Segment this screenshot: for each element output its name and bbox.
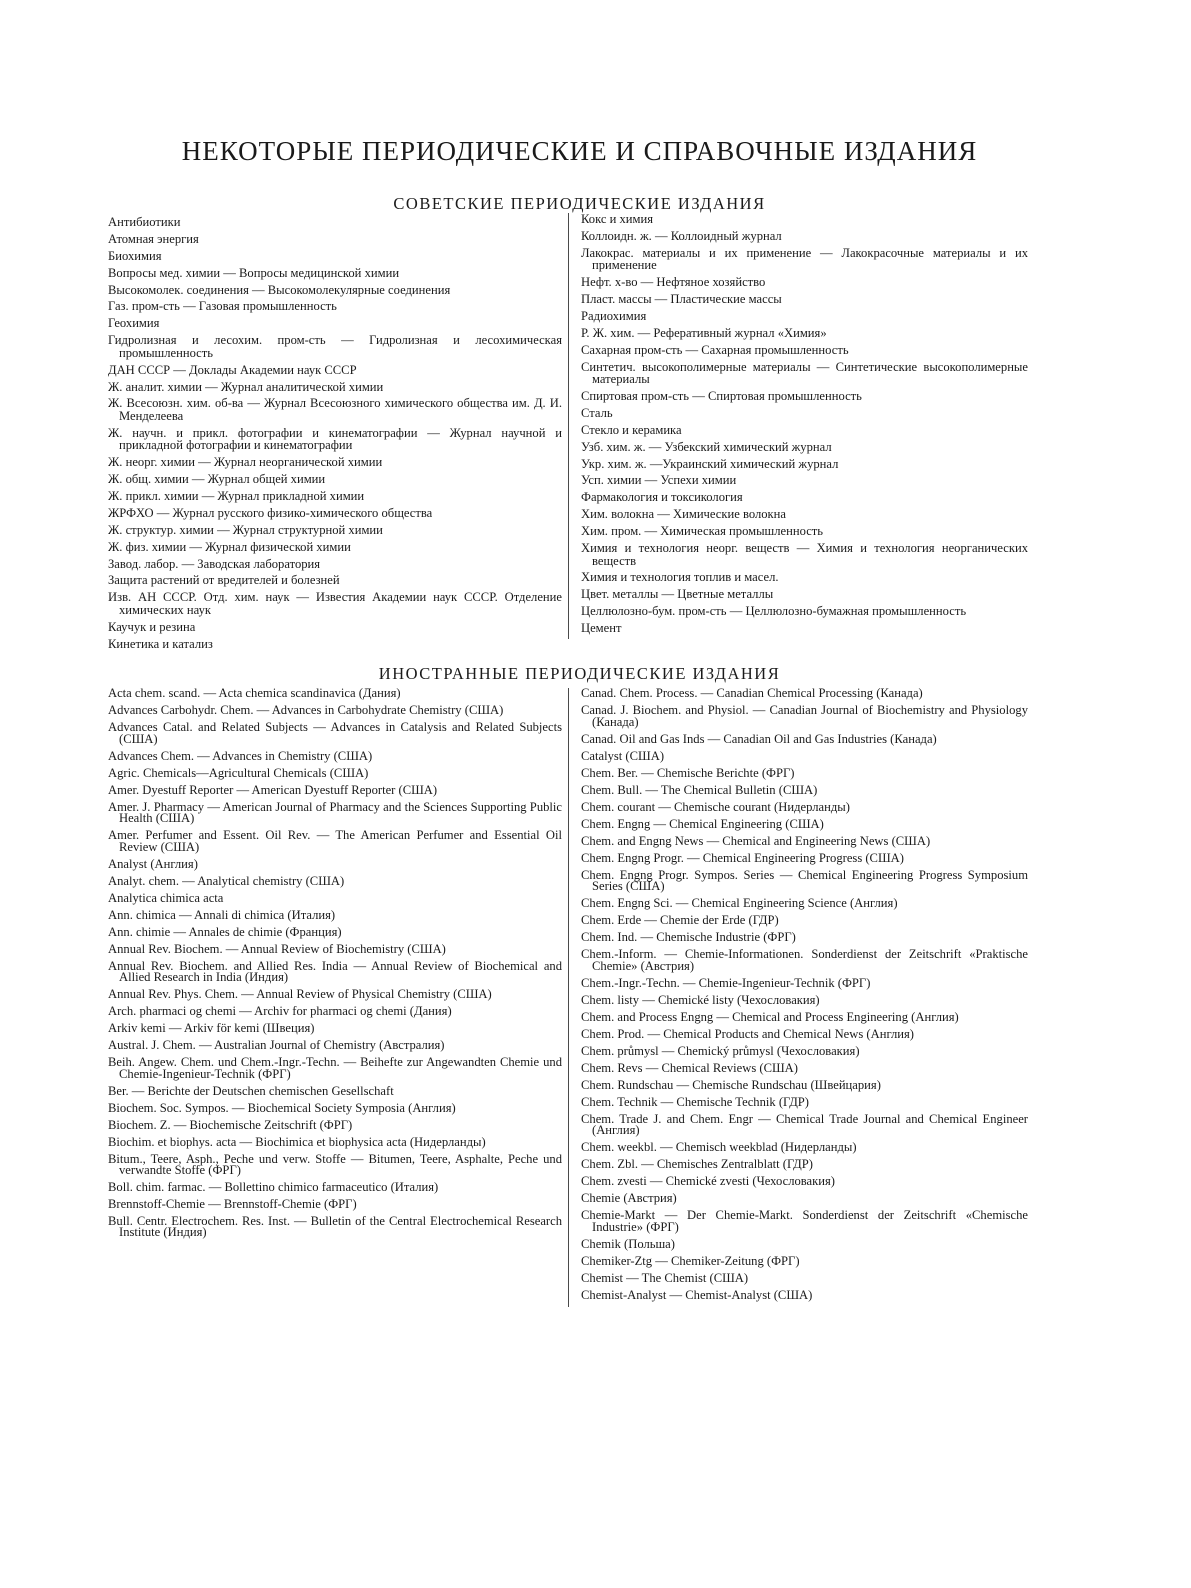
- list-item: Chem. Trade J. and Chem. Engr — Chemical Trade Journal and Chemical Engineer (Англия): [581, 1111, 1028, 1138]
- list-item: Arch. pharmaci og chemi — Archiv for pharmaci og chemi (Дания): [108, 1004, 452, 1019]
- list-item: Р. Ж. хим. — Реферативный журнал «Химия»: [581, 325, 827, 340]
- list-item: Boll. chim. farmac. — Bollettino chimico farmaceutico (Италия): [108, 1179, 439, 1194]
- list-item: Антибиотики: [108, 215, 181, 229]
- list-item: Кокс и химия: [581, 212, 654, 226]
- list-item: Canad. J. Biochem. and Physiol. — Canadian Journal of Biochemistry and Physiology (Канада): [581, 703, 1028, 729]
- list-item: Arkiv kemi — Arkiv för kemi (Швеция): [108, 1021, 315, 1036]
- list-item: Ж. неорг. химии — Журнал неорганической химии: [108, 455, 383, 470]
- list-item: Analyst (Англия): [108, 856, 198, 871]
- soviet-left-column: [108, 216, 568, 654]
- list-item: Защита растений от вредителей и болезней: [108, 573, 340, 588]
- list-item: Chem. Zbl. — Chemisches Zentralblatt (ГДР): [581, 1157, 813, 1172]
- list-item: Chem. zvesti — Chemické zvesti (Чехословакия): [581, 1174, 835, 1189]
- list-item: Annual Rev. Biochem. — Annual Review of Biochemistry (США): [108, 941, 446, 956]
- list-item: Chem. průmysl — Chemický průmysl (Чехословакия): [581, 1043, 860, 1058]
- foreign-list: [108, 688, 1051, 1306]
- list-item: Analytica chimica acta: [108, 890, 224, 905]
- list-item: Advances Catal. and Related Subjects — Advances in Catalysis and Related Subjects (США): [108, 720, 562, 746]
- list-item: Ann. chimica — Annali di chimica (Италия): [108, 907, 336, 922]
- list-item: Нефт. х-во — Нефтяное хозяйство: [581, 275, 766, 290]
- list-item: Каучук и резина: [108, 619, 196, 634]
- list-item: Chemiker-Ztg — Chemiker-Zeitung (ФРГ): [581, 1253, 800, 1268]
- list-item: Лакокрас. материалы и их применение — Лакокрасочные материалы и их применение: [581, 245, 1028, 273]
- list-item: Advances Carbohydr. Chem. — Advances in Carbohydrate Chemistry (США): [108, 703, 504, 718]
- list-item: Ж. физ. химии — Журнал физической химии: [108, 539, 351, 554]
- list-item: Canad. Chem. Process. — Canadian Chemical Processing (Канада): [581, 686, 923, 701]
- foreign-right-column: [568, 688, 1028, 1306]
- list-item: Биохимия: [108, 248, 162, 263]
- list-item: Кинетика и катализ: [108, 636, 213, 651]
- list-item: Analyt. chem. — Analytical chemistry (США): [108, 873, 345, 888]
- list-item: Коллоидн. ж. — Коллоидный журнал: [581, 228, 782, 243]
- list-item: Chem. Rundschau — Chemische Rundschau (Швейцария): [581, 1077, 881, 1092]
- list-item: Chem. Technik — Chemische Technik (ГДР): [581, 1094, 809, 1109]
- list-item: ЖРФХО — Журнал русского физико-химического общества: [108, 505, 433, 520]
- list-item: Ж. структур. химии — Журнал структурной химии: [108, 522, 383, 537]
- list-item: Chem. and Process Engng — Chemical and Process Engineering (Англия): [581, 1009, 959, 1024]
- list-item: Annual Rev. Biochem. and Allied Res. India — Annual Review of Biochemical and Allied Research in India (Индия): [108, 958, 562, 985]
- list-item: Chem. Engng Progr. Sympos. Series — Chemical Engineering Progress Symposium Series (США): [581, 867, 1028, 894]
- list-item: Agric. Chemicals—Agricultural Chemicals (США): [108, 765, 369, 780]
- list-item: Спиртовая пром-сть — Спиртовая промышленность: [581, 389, 862, 404]
- list-item: Chem. Engng Progr. — Chemical Engineering Progress (США): [581, 850, 904, 865]
- list-item: Chem. Ber. — Chemische Berichte (ФРГ): [581, 765, 795, 780]
- list-item: Вопросы мед. химии — Вопросы медицинской химии: [108, 265, 400, 280]
- list-item: Chem. weekbl. — Chemisch weekblad (Нидерланды): [581, 1140, 857, 1155]
- list-item: Целлюлозно-бум. пром-сть — Целлюлозно-бумажная промышленность: [581, 604, 967, 619]
- list-item: Ber. — Berichte der Deutschen chemischen Gesellschaft: [108, 1083, 394, 1098]
- list-item: Chem. Engng Sci. — Chemical Engineering Science (Англия): [581, 896, 898, 911]
- list-item: Chem.-Inform. — Chemie-Informationen. Sonderdienst der Zeitschrift «Praktische Chemie» (Австрия): [581, 947, 1028, 973]
- list-item: Amer. J. Pharmacy — American Journal of Pharmacy and the Sciences Supporting Public Health (США): [108, 799, 562, 826]
- list-item: Beih. Angew. Chem. und Chem.-Ingr.-Techn. — Beihefte zur Angewandten Chemie und Chemie-Ingenieur-Technik (ФРГ): [108, 1055, 562, 1081]
- list-item: Catalyst (США): [581, 748, 665, 763]
- list-item: Biochim. et biophys. acta — Biochimica et biophysica acta (Нидерланды): [108, 1134, 486, 1149]
- list-item: Chem. Revs — Chemical Reviews (США): [581, 1060, 798, 1075]
- list-item: Ann. chimie — Annales de chimie (Франция): [108, 924, 342, 939]
- list-item: Biochem. Z. — Biochemische Zeitschrift (ФРГ): [108, 1117, 353, 1132]
- list-item: Chem. listy — Chemické listy (Чехословакия): [581, 992, 820, 1007]
- list-item: Химия и технология топлив и масел.: [581, 570, 779, 585]
- list-item: Chem. Bull. — The Chemical Bulletin (США): [581, 782, 818, 797]
- list-item: Синтетич. высокополимерные материалы — Синтетические высокополимерные материалы: [581, 359, 1028, 387]
- list-item: Chem. and Engng News — Chemical and Engineering News (США): [581, 833, 931, 848]
- list-item: Ж. аналит. химии — Журнал аналитической химии: [108, 379, 384, 394]
- list-item: Газ. пром-сть — Газовая промышленность: [108, 299, 337, 314]
- list-item: Атомная энергия: [108, 231, 199, 246]
- list-item: Chem. courant — Chemische courant (Нидерланды): [581, 799, 850, 814]
- soviet-list: [108, 212, 1051, 654]
- list-item: Химия и технология неорг. веществ — Химия и технология неорганических веществ: [581, 541, 1028, 568]
- list-item: Радиохимия: [581, 308, 647, 323]
- list-item: Annual Rev. Phys. Chem. — Annual Review of Physical Chemistry (США): [108, 987, 492, 1002]
- list-item: Сталь: [581, 405, 613, 420]
- list-item: Сахарная пром-сть — Сахарная промышленность: [581, 342, 849, 357]
- list-item: Chemie-Markt — Der Chemie-Markt. Sonderdienst der Zeitschrift «Chemische Industrie» (ФРГ): [581, 1208, 1028, 1234]
- page-title: НЕКОТОРЫЕ ПЕРИОДИЧЕСКИЕ И СПРАВОЧНЫЕ ИЗДАНИЯ: [181, 136, 978, 166]
- list-item: Chemist — The Chemist (США): [581, 1270, 749, 1285]
- list-item: Цвет. металлы — Цветные металлы: [581, 587, 774, 602]
- list-item: Brennstoff-Chemie — Brennstoff-Chemie (ФРГ): [108, 1196, 357, 1211]
- list-item: Ж. прикл. химии — Журнал прикладной химии: [108, 488, 365, 503]
- list-item: Фармакология и токсикология: [581, 490, 743, 505]
- soviet-section-heading: СОВЕТСКИЕ ПЕРИОДИЧЕСКИЕ ИЗДАНИЯ: [393, 194, 766, 213]
- list-item: Bull. Centr. Electrochem. Res. Inst. — Bulletin of the Central Electrochemical Research Institute (Индия): [108, 1213, 562, 1240]
- list-item: Austral. J. Chem. — Australian Journal of Chemistry (Австралия): [108, 1038, 445, 1053]
- list-item: Chemik (Польша): [581, 1236, 675, 1251]
- list-item: Укр. хим. ж. —Украинский химический журнал: [581, 456, 839, 471]
- list-item: Высокомолек. соединения — Высокомолекулярные соединения: [108, 282, 451, 297]
- list-item: Хим. волокна — Химические волокна: [581, 507, 786, 522]
- list-item: Изв. АН СССР. Отд. хим. наук — Известия Академии наук СССР. Отделение химических наук: [108, 590, 562, 617]
- list-item: Ж. научн. и прикл. фотографии и кинематографии — Журнал научной и прикладной фотографии и кинематографии: [108, 425, 562, 453]
- soviet-right-column: [568, 213, 1028, 639]
- list-item: Acta chem. scand. — Acta chemica scandinavica (Дания): [108, 686, 401, 701]
- list-item: Стекло и керамика: [581, 422, 682, 437]
- list-item: Узб. хим. ж. — Узбекский химический журнал: [581, 439, 832, 454]
- list-item: Bitum., Teere, Asph., Peche und verw. Stoffe — Bitumen, Teere, Asphalte, Peche und verwandte Stoffe (ФРГ): [108, 1151, 562, 1177]
- list-item: Amer. Perfumer and Essent. Oil Rev. — The American Perfumer and Essential Oil Review (США): [108, 828, 562, 854]
- list-item: Завод. лабор. — Заводская лаборатория: [108, 556, 321, 571]
- foreign-left-column: [108, 688, 568, 1244]
- list-item: Гидролизная и лесохим. пром-сть — Гидролизная и лесохимическая промышленность: [108, 333, 562, 360]
- list-item: Chem. Ind. — Chemische Industrie (ФРГ): [581, 930, 796, 945]
- list-item: Chem. Prod. — Chemical Products and Chemical News (Англия): [581, 1026, 914, 1041]
- list-item: Ж. общ. химии — Журнал общей химии: [108, 472, 326, 487]
- list-item: Цемент: [581, 621, 622, 636]
- list-item: Chemie (Австрия): [581, 1191, 677, 1206]
- list-item: Усп. химии — Успехи химии: [581, 473, 737, 488]
- foreign-section-heading: ИНОСТРАННЫЕ ПЕРИОДИЧЕСКИЕ ИЗДАНИЯ: [378, 664, 781, 684]
- list-item: Хим. пром. — Химическая промышленность: [581, 524, 824, 539]
- list-item: Chem. Erde — Chemie der Erde (ГДР): [581, 913, 779, 928]
- list-item: Chemist-Analyst — Chemist-Analyst (США): [581, 1287, 813, 1302]
- list-item: Chem. Engng — Chemical Engineering (США): [581, 816, 824, 831]
- list-item: ДАН СССР — Доклады Академии наук СССР: [108, 362, 357, 377]
- list-item: Amer. Dyestuff Reporter — American Dyestuff Reporter (США): [108, 782, 438, 797]
- list-item: Biochem. Soc. Sympos. — Biochemical Society Symposia (Англия): [108, 1100, 456, 1115]
- list-item: Canad. Oil and Gas Inds — Canadian Oil and Gas Industries (Канада): [581, 731, 937, 746]
- list-item: Advances Chem. — Advances in Chemistry (США): [108, 748, 373, 763]
- list-item: Chem.-Ingr.-Techn. — Chemie-Ingenieur-Technik (ФРГ): [581, 975, 871, 990]
- list-item: Пласт. массы — Пластические массы: [581, 292, 782, 307]
- list-item: Геохимия: [108, 316, 160, 331]
- list-item: Ж. Всесоюзн. хим. об-ва — Журнал Всесоюзного химического общества им. Д. И. Менделеева: [108, 396, 562, 423]
